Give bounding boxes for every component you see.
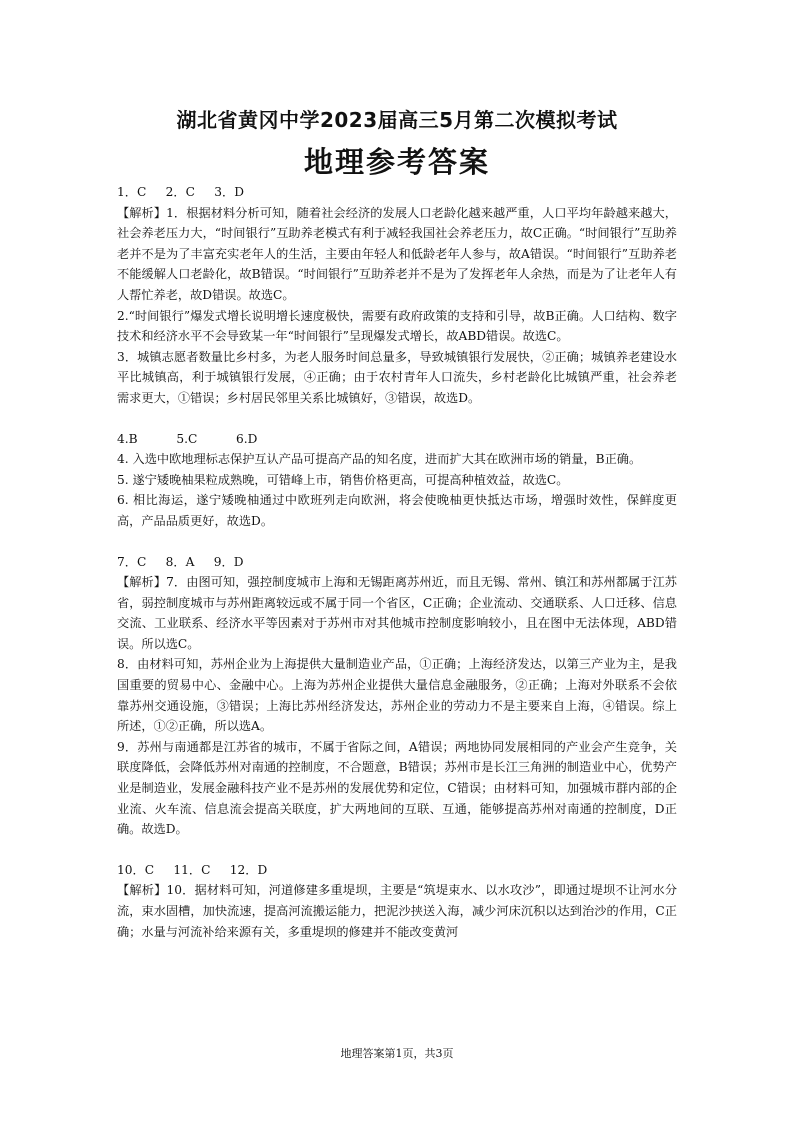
section-spacer — [117, 840, 677, 860]
page-footer: 地理答案第1页，共3页 — [340, 1047, 454, 1060]
answer-key-q10-12: 10．C 11．C 12．D — [117, 862, 268, 877]
answer-body — [117, 182, 677, 942]
section-spacer — [117, 409, 677, 429]
document-title: 地理参考答案 — [303, 145, 490, 179]
explanation-q5: 5. 遂宁矮晚柚果粒成熟晚，可错峰上市，销售价格更高，可提高种植效益，故选C。 — [117, 472, 569, 487]
explanation-q10: 【解析】10．据材料可知，河道修建多重堤坝，主要是“筑堤束水、以水攻沙”，即通过堤坝不让河水分流，束水固槽，加快流速，提高河流搬运能力，把泥沙挟送入海，减少河床沉积以达到治沙的作用，C正确；水量与河流补给来源有关，多重堤坝的修建并不能改变黄河 — [117, 883, 677, 939]
explanation-q4: 4. 入选中欧地理标志保护互认产品可提高产品的知名度，进而扩大其在欧洲市场的销量，B正确。 — [117, 452, 642, 467]
answer-key-q4-6: 4.B 5.C 6.D — [117, 431, 258, 446]
explanation-q9: 9．苏州与南通都是江苏省的城市，不属于省际之间，A错误；两地协同发展相同的产业会产生竞争，关联度降低，会降低苏州对南通的控制度，不合题意，B错误；苏州市是长江三角洲的制造业中心，优势产业是制造业，发展金融科技产业不是苏州的发展优势和定位，C错误；由材料可知，加强城市群内部的企业流、火车流、信息流会提高关联度，扩大两地间的互联、互通，能够提高苏州对南通的控制度，D正确。故选D。 — [117, 739, 677, 837]
explanation-q8: 8．由材料可知，苏州企业为上海提供大量制造业产品，①正确；上海经济发达，以第三产业为主，是我国重要的贸易中心、金融中心。上海为苏州企业提供大量信息金融服务，②正确；上海对外联系不会依靠苏州交通设施，③错误；上海比苏州经济发达，苏州企业的劳动力不是主要来自上海，④错误。综上所述，①②正确，所以选A。 — [117, 657, 677, 734]
explanation-q1: 【解析】1．根据材料分析可知，随着社会经济的发展人口老龄化越来越严重，人口平均年龄越来越大，社会养老压力大，“时间银行”互助养老模式有利于减轻我国社会养老压力，故C正确。“时间银行”互助养老并不是为了丰富充实老年人的生活，主要由年轻人和低龄老年人参与，故A错误。“时间银行”互助养老不能缓解人口老龄化，故B错误。“时间银行”互助养老并不是为了发挥老年人余热，而是为了让老年人有人帮忙养老，故D错误。故选C。 — [117, 205, 677, 302]
answer-key-q7-9: 7．C 8．A 9．D — [117, 554, 244, 569]
explanation-q6: 6. 相比海运，遂宁矮晚柚通过中欧班列走向欧洲，将会使晚柚更快抵达市场，增强时效性，保鲜度更高，产品品质更好，故选D。 — [117, 493, 677, 528]
explanation-q3: 3．城镇志愿者数量比乡村多，为老人服务时间总量多，导致城镇银行发展快，②正确；城镇养老建设水平比城镇高，利于城镇银行发展，④正确；由于农村青年人口流失，乡村老龄化比城镇严重，社会养老需求更大，①错误；乡村居民邻里关系比城镇好，③错误，故选D。 — [117, 349, 677, 405]
answer-key-q1-3: 1．C 2．C 3．D — [117, 185, 244, 199]
explanation-q7: 【解析】7．由图可知，强控制度城市上海和无锡距离苏州近，而且无锡、常州、镇江和苏州都属于江苏省，弱控制度城市与苏州距离较远或不属于同一个省区，C正确；企业流动、交通联系、人口迁移、信息交流、工业联系、经济水平等因素对于苏州市对其他城市控制度影响较小，且在图中无法体现，ABD错误。所以选C。 — [117, 575, 677, 651]
explanation-q2: 2.“时间银行”爆发式增长说明增长速度极快，需要有政府政策的支持和引导，故B正确。人口结构、数字技术和经济水平不会导致某一年“时间银行”呈现爆发式增长，故ABD错误。故选C。 — [117, 308, 677, 344]
exam-title: 湖北省黄冈中学2023届高三5月第二次模拟考试 — [176, 108, 618, 132]
section-spacer — [117, 532, 677, 552]
